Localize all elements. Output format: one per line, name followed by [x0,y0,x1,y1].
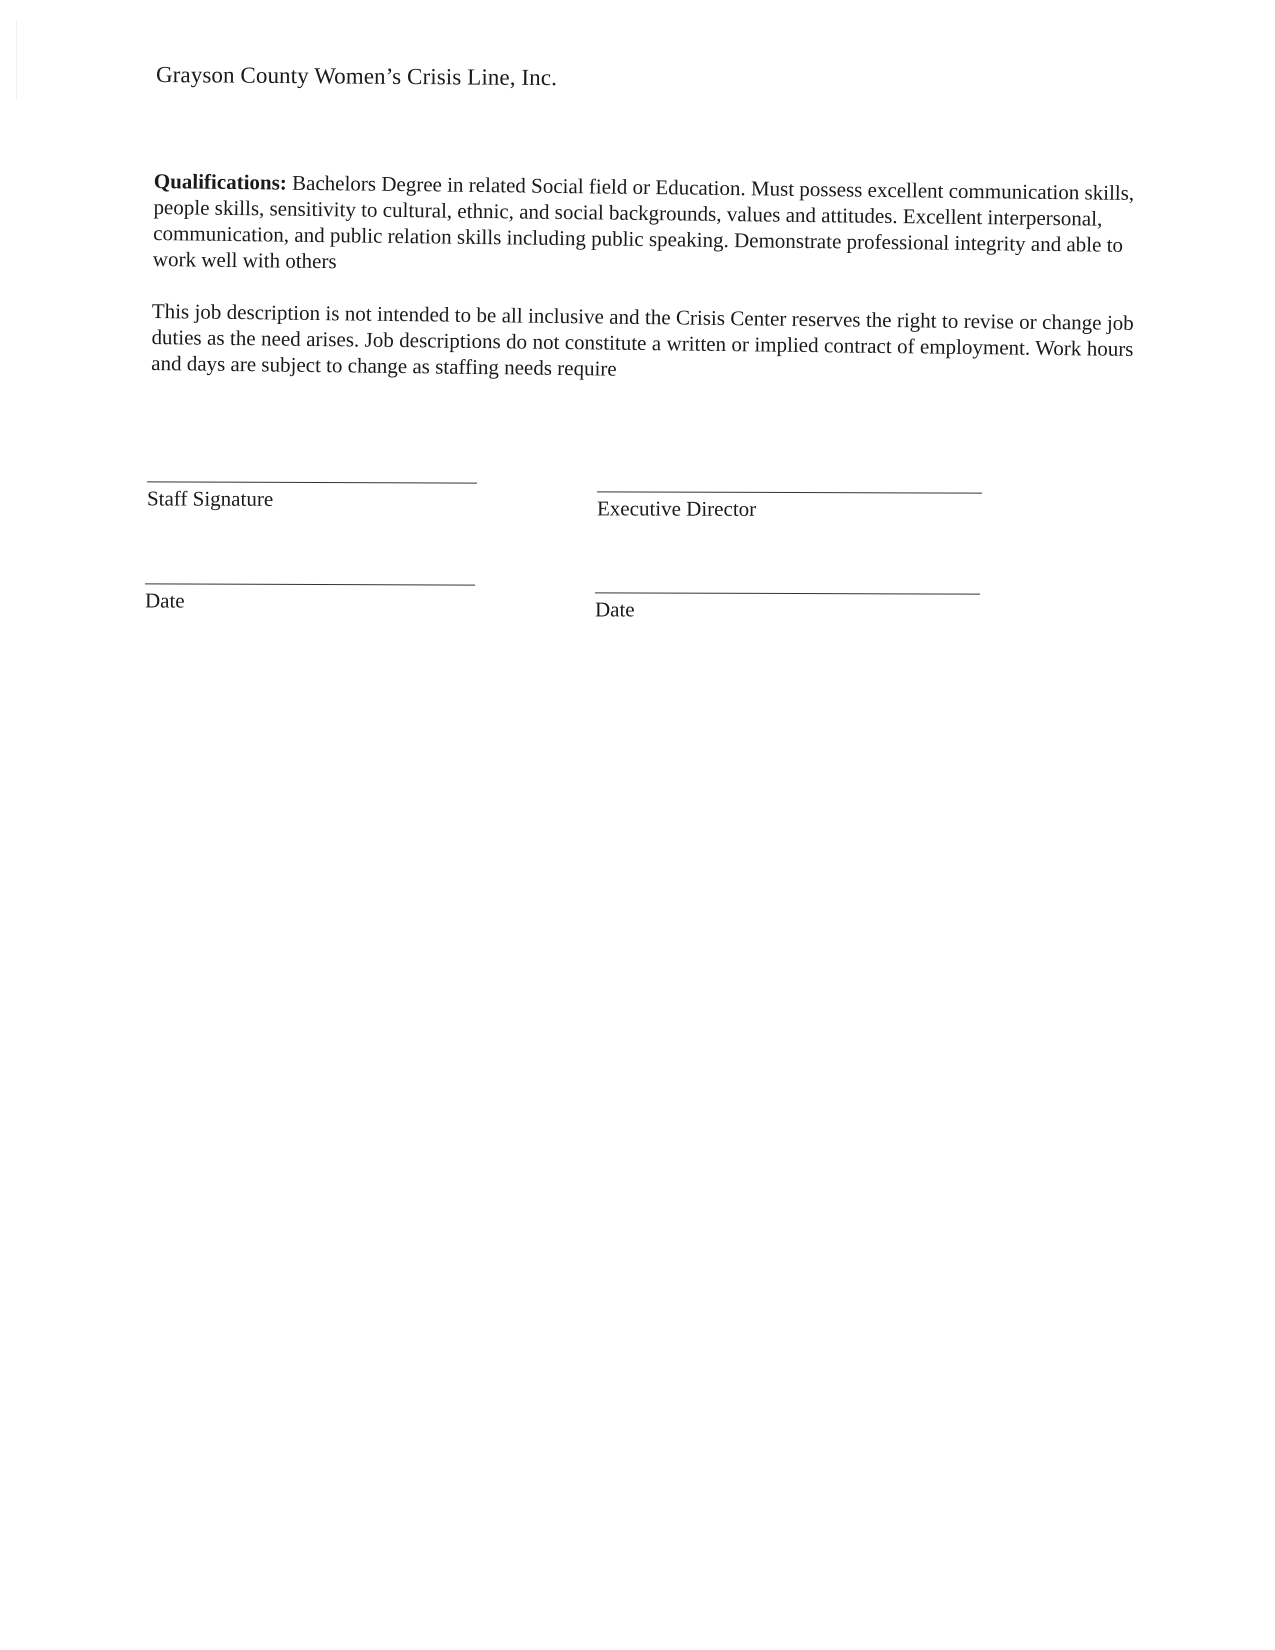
staff-signature-block [147,481,477,512]
director-date-line [595,592,980,594]
disclaimer-paragraph: This job description is not intended to be all inclusive and the Crisis Center reserves the right to revise or change job duties as the need arises. Job descriptions do not constitute a written or implied contract of employment. Work hours and days are subject to change as staffing needs require [151,298,1134,381]
qualifications-text: Bachelors Degree in related Social field or Education. Must possess excellent communication skills, people skills, sensitivity to cultural, ethnic, and social backgrounds, values and attitudes. Excellent interpersonal, communication, and public relation skills including public speaking. Demonstrate professional integrity and able to work well with others [152,170,1135,274]
executive-director-signature-block [597,491,982,522]
staff-date-label: Date [144,588,185,613]
organization-title: Grayson County Women’s Crisis Line, Inc. [155,62,558,91]
staff-signature-label: Staff Signature [146,486,274,511]
director-date-block [595,592,980,623]
scan-edge-mark [16,20,17,100]
director-date-label: Date [594,597,635,622]
staff-date-line [145,583,475,585]
executive-director-label: Executive Director [596,496,757,521]
staff-date-block [145,583,475,614]
qualifications-paragraph [153,168,1144,284]
qualifications-heading: Qualifications: [153,168,287,195]
staff-signature-line [147,481,477,483]
executive-director-signature-line [597,491,982,493]
